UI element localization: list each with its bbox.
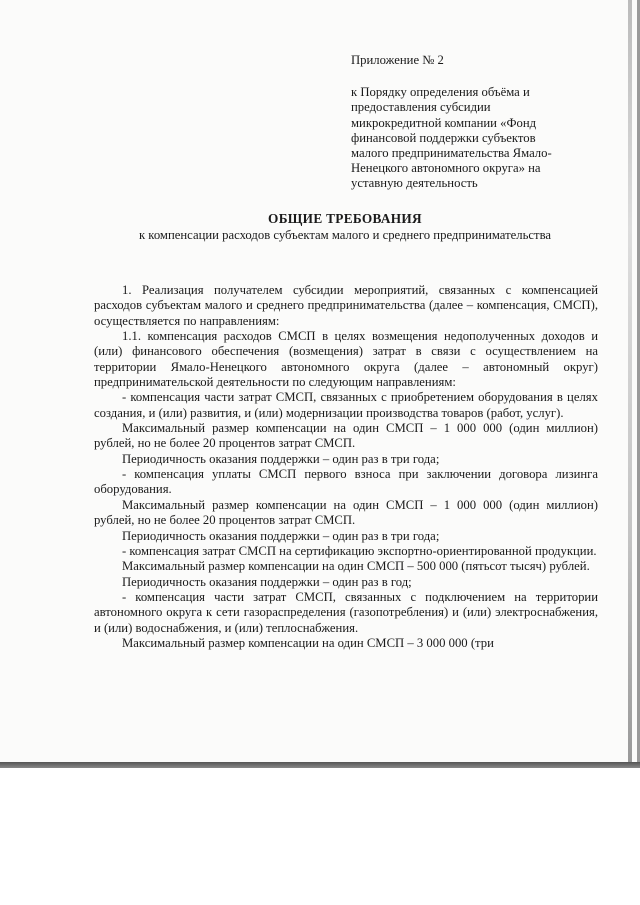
paragraph: Периодичность оказания поддержки – один раз в три года; [122, 451, 440, 466]
paragraph: - компенсация уплаты СМСП первого взноса при заключении договора лизинга оборудования. [94, 467, 598, 497]
document-subtitle: к компенсации расходов субъектам малого и среднего предпринимательства [138, 228, 552, 242]
paragraph: Максимальный размер компенсации на один СМСП – 1 000 000 (один миллион) рублей, но не более 20 процентов затрат СМСП. [94, 497, 598, 528]
paragraph: Максимальный размер компенсации на один СМСП – 3 000 000 (три [122, 635, 494, 650]
paragraph: - компенсация затрат СМСП на сертификацию экспортно-ориентированной продукции. [122, 543, 597, 558]
document-body [94, 283, 598, 651]
paragraph: 1. Реализация получателем субсидии мероприятий, связанных с компенсацией расходов субъектам малого и среднего предпринимательства (далее – компенсация, СМСП), осуществляется по направлениям: [94, 283, 598, 328]
appendix-reference-line: Ненецкого автономного округа» на [351, 161, 541, 176]
appendix-reference-line: малого предпринимательства Ямало- [351, 146, 552, 161]
paragraph: - компенсация части затрат СМСП, связанных с приобретением оборудования в целях создания, и (или) развития, и (или) модернизации производства товаров (работ, услуг). [94, 390, 598, 420]
appendix-reference-line: микрокредитной компании «Фонд [351, 115, 537, 130]
appendix-header [351, 53, 601, 192]
paragraph: Периодичность оказания поддержки – один раз в год; [122, 574, 412, 589]
document-heading [95, 211, 595, 243]
appendix-reference-line: финансовой поддержки субъектов [351, 130, 536, 145]
appendix-number: Приложение № 2 [351, 53, 444, 67]
paragraph: Максимальный размер компенсации на один СМСП – 1 000 000 (один миллион) рублей, но не более 20 процентов затрат СМСП. [94, 421, 598, 451]
paragraph: Максимальный размер компенсации на один СМСП – 500 000 (пятьсот тысяч) рублей. [122, 559, 590, 574]
paragraph: 1.1. компенсация расходов СМСП в целях возмещения недополученных доходов и (или) финансового обеспечения (возмещения) затрат в связи с осуществлением на территории Ямало-Ненецкого автономного округа (далее – автономный округ) предпринимательской деятельности по следующим направлениям: [94, 329, 598, 390]
appendix-reference-line: уставную деятельность [351, 176, 478, 191]
paragraph: Периодичность оказания поддержки – один раз в три года; [122, 528, 440, 543]
appendix-reference-line: предоставления субсидии [351, 100, 491, 115]
document-title: ОБЩИЕ ТРЕБОВАНИЯ [268, 211, 422, 226]
scan-bottom-border [0, 762, 640, 768]
appendix-reference-line: к Порядку определения объёма и [351, 85, 530, 100]
paragraph: - компенсация части затрат СМСП, связанных с подключением на территории автономного округа к сети газораспределения (газопотребления) и (или) электроснабжения, и (или) водоснабжения, и (или) теплоснабжения. [94, 589, 598, 635]
